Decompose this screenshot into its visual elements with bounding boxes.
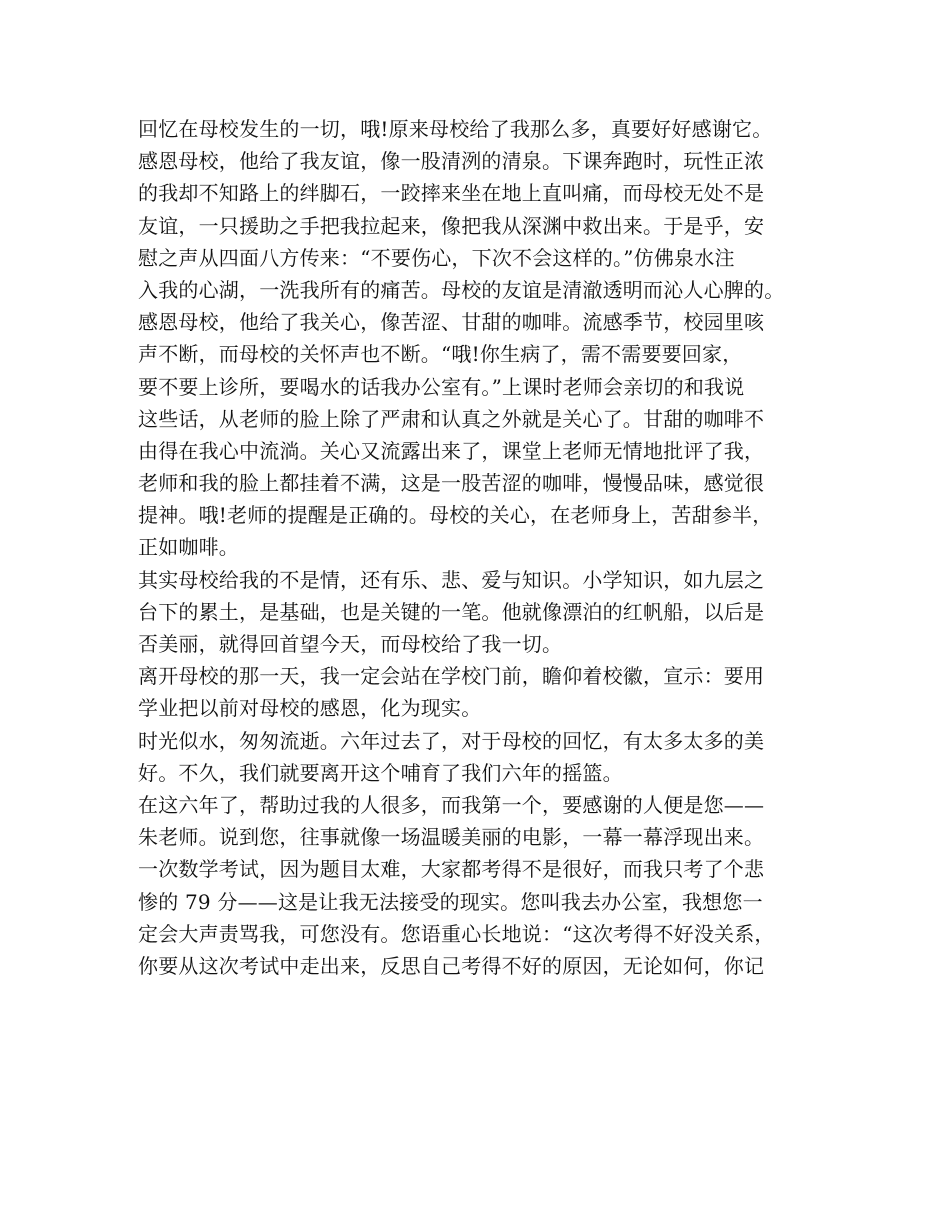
text-line: 学业把以前对母校的感恩，化为现实。 xyxy=(138,696,482,721)
text-line: 台下的累土，是基础，也是关键的一笔。他就像漂泊的红帆船，以后是 xyxy=(138,599,765,624)
text-line: 提神。哦!老师的提醒是正确的。母校的关心，在老师身上，苦甜参半， xyxy=(138,503,773,528)
text-line: 否美丽，就得回首望今天，而母校给了我一切。 xyxy=(138,632,563,656)
text-line: 感恩母校，他给了我关心，像苦涩、甘甜的咖啡。流感季节，校园里咳 xyxy=(138,310,765,335)
text-line: 一次数学考试，因为题目太难，大家都考得不是很好，而我只考了个悲 xyxy=(138,857,765,882)
text-line: 老师和我的脸上都挂着不满，这是一股苦涩的咖啡，慢慢品味，感觉很 xyxy=(138,471,765,496)
text-line: 定会大声责骂我，可您没有。您语重心长地说：“这次考得不好没关系， xyxy=(138,921,775,946)
text-line: 时光似水，匆匆流逝。六年过去了，对于母校的回忆，有太多太多的美 xyxy=(138,728,765,753)
text-line: 要不要上诊所，要喝水的话我办公室有。”上课时老师会亲切的和我说 xyxy=(138,374,745,399)
document-body xyxy=(138,113,838,982)
text-line: 你要从这次考试中走出来，反思自己考得不好的原因，无论如何，你记 xyxy=(138,953,765,978)
text-line: 慰之声从四面八方传来：“不要伤心，下次不会这样的。”仿佛泉水注 xyxy=(138,245,735,270)
text-line: 声不断，而母校的关怀声也不断。“哦!你生病了，需不需要要回家， xyxy=(138,342,743,367)
text-line: 正如咖啡。 xyxy=(138,535,239,560)
text-line: 惨的 79 分——这是让我无法接受的现实。您叫我去办公室，我想您一 xyxy=(138,889,763,914)
text-line: 朱老师。说到您，往事就像一场温暖美丽的电影，一幕一幕浮现出来。 xyxy=(138,825,765,850)
text-line: 感恩母校，他给了我友谊，像一股清洌的清泉。下课奔跑时，玩性正浓 xyxy=(138,149,765,174)
text-line: 在这六年了，帮助过我的人很多，而我第一个，要感谢的人便是您—— xyxy=(138,792,765,817)
text-line: 由得在我心中流淌。关心又流露出来了，课堂上老师无情地批评了我， xyxy=(138,438,765,463)
text-line: 好。不久，我们就要离开这个哺育了我们六年的摇篮。 xyxy=(138,760,623,785)
text-line: 的我却不知路上的绊脚石，一跤摔来坐在地上直叫痛，而母校无处不是 xyxy=(138,181,765,206)
text-line: 友谊，一只援助之手把我拉起来，像把我从深渊中救出来。于是乎，安 xyxy=(138,213,765,238)
text-line: 这些话，从老师的脸上除了严肃和认真之外就是关心了。甘甜的咖啡不 xyxy=(138,406,765,431)
text-line: 入我的心湖，一洗我所有的痛苦。母校的友谊是清澈透明而沁人心脾的。 xyxy=(138,277,785,302)
text-line: 其实母校给我的不是情，还有乐、悲、爱与知识。小学知识，如九层之 xyxy=(138,567,765,592)
text-line: 回忆在母校发生的一切，哦!原来母校给了我那么多，真要好好感谢它。 xyxy=(138,117,773,141)
text-line: 离开母校的那一天，我一定会站在学校门前，瞻仰着校徽，宣示：要用 xyxy=(138,664,765,689)
